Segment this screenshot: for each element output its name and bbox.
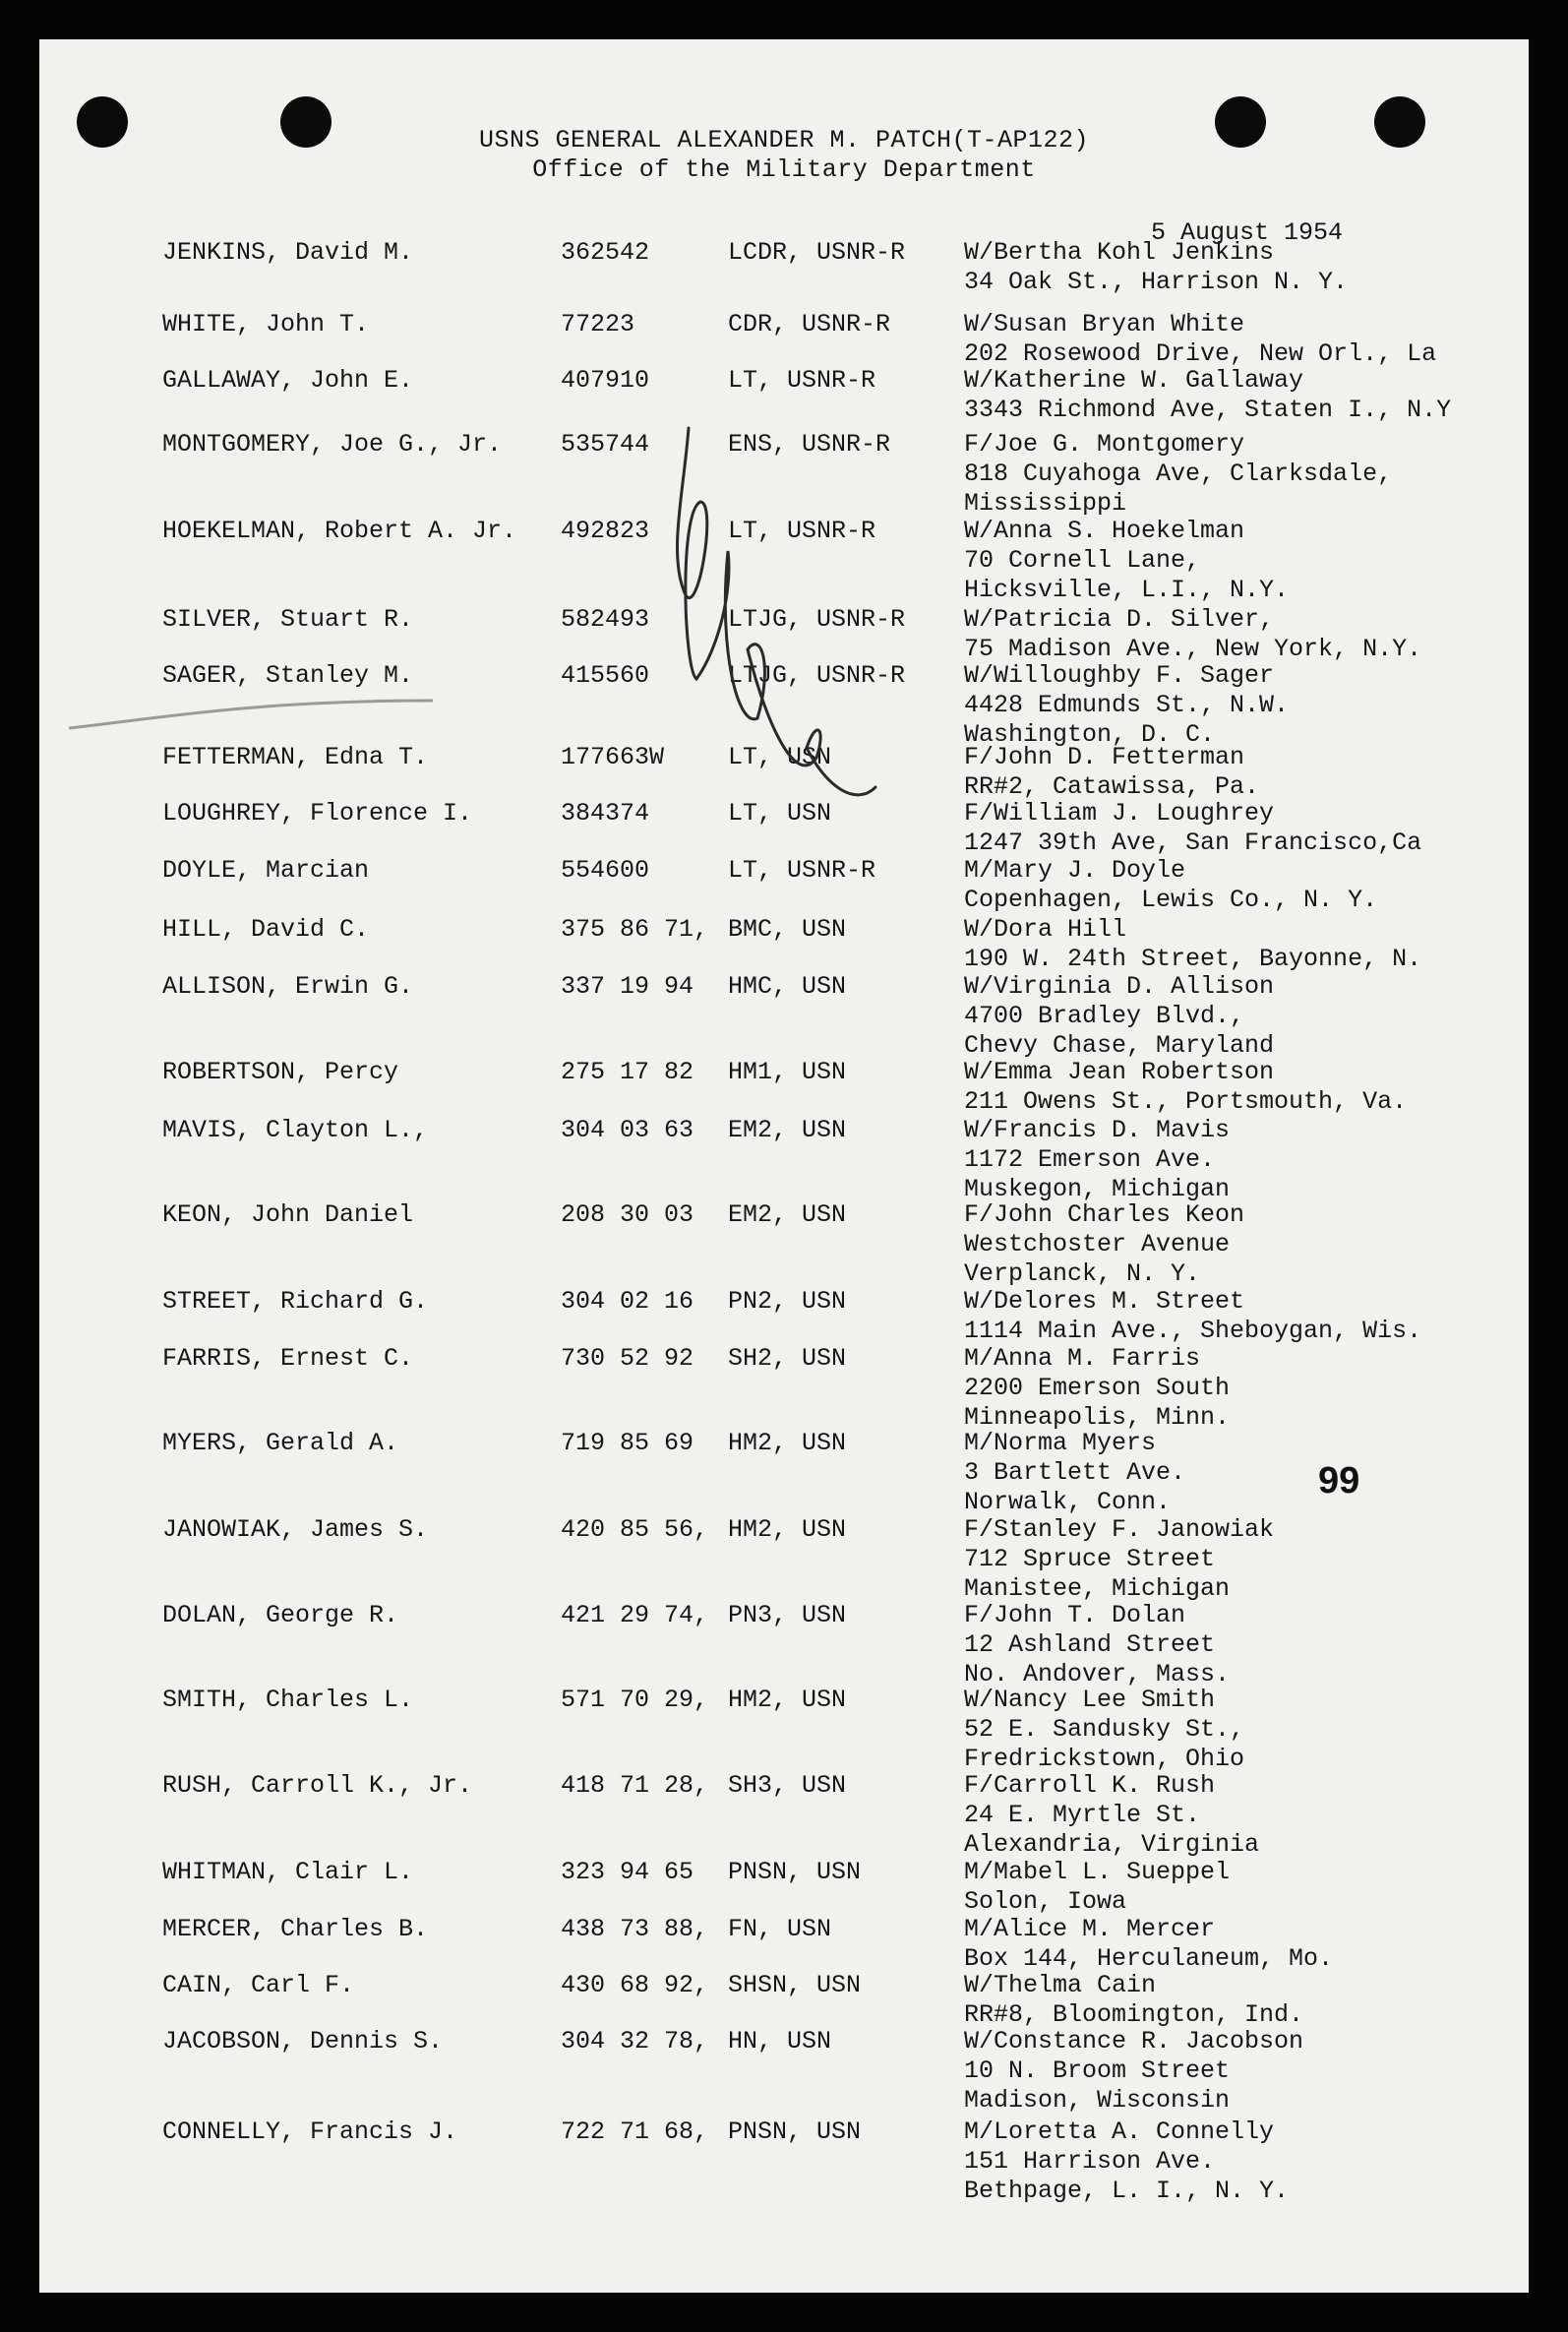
entry-address-line: 1247 39th Ave, San Francisco,Ca	[964, 828, 1422, 857]
entry-rank: HN, USN	[728, 2027, 832, 2056]
entry-next-of-kin: W/Patricia D. Silver,	[964, 605, 1275, 634]
entry-address-line: 151 Harrison Ave.	[964, 2147, 1216, 2176]
entry-name: FARRIS, Ernest C.	[162, 1344, 414, 1373]
entry-name: STREET, Richard G.	[162, 1287, 429, 1316]
entry-next-of-kin: W/Nancy Lee Smith	[964, 1686, 1216, 1714]
entry-service-number: 304 32 78,	[561, 2027, 709, 2056]
entry-service-number: 418 71 28,	[561, 1771, 709, 1800]
entry-name: MONTGOMERY, Joe G., Jr.	[162, 430, 503, 459]
entry-name: WHITE, John T.	[162, 310, 370, 338]
entry-next-of-kin: W/Emma Jean Robertson	[964, 1058, 1275, 1086]
entry-address-line: RR#8, Bloomington, Ind.	[964, 2000, 1304, 2029]
entry-next-of-kin: W/Susan Bryan White	[964, 310, 1245, 338]
entry-service-number: 407910	[561, 366, 650, 395]
entry-address-line: 202 Rosewood Drive, New Orl., La	[964, 339, 1437, 368]
entry-name: WHITMAN, Clair L.	[162, 1858, 414, 1886]
entry-name: SAGER, Stanley M.	[162, 661, 414, 690]
entry-service-number: 208 30 03	[561, 1200, 694, 1229]
entry-name: LOUGHREY, Florence I.	[162, 799, 473, 828]
entry-address-line: 10 N. Broom Street	[964, 2056, 1231, 2085]
entry-service-number: 719 85 69	[561, 1429, 694, 1457]
entry-service-number: 384374	[561, 799, 650, 828]
entry-address-line: 190 W. 24th Street, Bayonne, N.	[964, 945, 1422, 973]
entry-rank: EM2, USN	[728, 1200, 847, 1229]
entry-service-number: 554600	[561, 856, 650, 885]
entry-service-number: 304 03 63	[561, 1116, 694, 1144]
entry-next-of-kin: F/John T. Dolan	[964, 1601, 1186, 1629]
entry-address-line: Manistee, Michigan	[964, 1574, 1231, 1603]
entry-service-number: 492823	[561, 517, 650, 545]
entry-address-line: No. Andover, Mass.	[964, 1660, 1231, 1688]
entry-rank: PN2, USN	[728, 1287, 847, 1316]
entry-address-line: Fredrickstown, Ohio	[964, 1745, 1245, 1773]
page-number: 99	[1318, 1460, 1360, 1502]
entry-service-number: 571 70 29,	[561, 1686, 709, 1714]
entry-rank: PNSN, USN	[728, 2117, 862, 2146]
entry-next-of-kin: W/Katherine W. Gallaway	[964, 366, 1304, 395]
entry-service-number: 722 71 68,	[561, 2117, 709, 2146]
entry-rank: LCDR, USNR-R	[728, 238, 906, 267]
entry-address-line: Verplanck, N. Y.	[964, 1259, 1201, 1288]
entry-address-line: 712 Spruce Street	[964, 1545, 1216, 1573]
entry-name: JENKINS, David M.	[162, 238, 414, 267]
entry-next-of-kin: W/Delores M. Street	[964, 1287, 1245, 1316]
entry-service-number: 582493	[561, 605, 650, 634]
entry-address-line: 4428 Edmunds St., N.W.	[964, 691, 1290, 719]
entry-address-line: 34 Oak St., Harrison N. Y.	[964, 268, 1349, 296]
entry-next-of-kin: W/Anna S. Hoekelman	[964, 517, 1245, 545]
entry-rank: LT, USNR-R	[728, 366, 876, 395]
entry-service-number: 275 17 82	[561, 1058, 694, 1086]
entry-next-of-kin: F/Carroll K. Rush	[964, 1771, 1216, 1800]
entry-next-of-kin: W/Bertha Kohl Jenkins	[964, 238, 1275, 267]
entry-address-line: Minneapolis, Minn.	[964, 1403, 1231, 1432]
entry-rank: LTJG, USNR-R	[728, 661, 906, 690]
entry-next-of-kin: F/Stanley F. Janowiak	[964, 1515, 1275, 1544]
entry-service-number: 438 73 88,	[561, 1915, 709, 1943]
entry-name: DOYLE, Marcian	[162, 856, 370, 885]
entry-address-line: Bethpage, L. I., N. Y.	[964, 2177, 1290, 2205]
entry-address-line: 52 E. Sandusky St.,	[964, 1715, 1245, 1744]
entry-next-of-kin: W/Francis D. Mavis	[964, 1116, 1231, 1144]
entry-address-line: 818 Cuyahoga Ave, Clarksdale,	[964, 460, 1393, 488]
entry-rank: CDR, USNR-R	[728, 310, 891, 338]
entry-address-line: Chevy Chase, Maryland	[964, 1031, 1275, 1060]
entry-address-line: Madison, Wisconsin	[964, 2086, 1231, 2115]
entry-next-of-kin: F/William J. Loughrey	[964, 799, 1275, 828]
entry-rank: HMC, USN	[728, 972, 847, 1001]
entry-rank: LT, USNR-R	[728, 856, 876, 885]
entry-next-of-kin: F/John D. Fetterman	[964, 743, 1245, 771]
entry-address-line: Washington, D. C.	[964, 720, 1216, 749]
entry-rank: HM1, USN	[728, 1058, 847, 1086]
entry-rank: SH3, USN	[728, 1771, 847, 1800]
entry-rank: BMC, USN	[728, 915, 847, 944]
entry-address-line: Box 144, Herculaneum, Mo.	[964, 1944, 1334, 1973]
entry-service-number: 77223	[561, 310, 635, 338]
entry-name: HOEKELMAN, Robert A. Jr.	[162, 517, 517, 545]
entry-service-number: 730 52 92	[561, 1344, 694, 1373]
entry-address-line: 70 Cornell Lane,	[964, 546, 1201, 575]
document-page	[39, 39, 1529, 2293]
entry-rank: EM2, USN	[728, 1116, 847, 1144]
entry-rank: PNSN, USN	[728, 1858, 862, 1886]
entry-next-of-kin: M/Anna M. Farris	[964, 1344, 1201, 1373]
handwritten-signature	[39, 39, 1529, 2293]
entry-address-line: Alexandria, Virginia	[964, 1830, 1260, 1859]
entry-service-number: 323 94 65	[561, 1858, 694, 1886]
entry-address-line: 1114 Main Ave., Sheboygan, Wis.	[964, 1317, 1422, 1345]
entry-address-line: Norwalk, Conn.	[964, 1488, 1172, 1516]
entry-address-line: RR#2, Catawissa, Pa.	[964, 772, 1260, 801]
entry-name: MAVIS, Clayton L.,	[162, 1116, 429, 1144]
entry-rank: LT, USN	[728, 799, 832, 828]
entry-next-of-kin: F/Joe G. Montgomery	[964, 430, 1245, 459]
entry-next-of-kin: M/Loretta A. Connelly	[964, 2117, 1275, 2146]
entry-next-of-kin: M/Norma Myers	[964, 1429, 1157, 1457]
entry-next-of-kin: M/Mary J. Doyle	[964, 856, 1186, 885]
entry-rank: FN, USN	[728, 1915, 832, 1943]
entry-name: ALLISON, Erwin G.	[162, 972, 414, 1001]
entry-address-line: 12 Ashland Street	[964, 1630, 1216, 1659]
entry-service-number: 430 68 92,	[561, 1971, 709, 1999]
entry-name: DOLAN, George R.	[162, 1601, 399, 1629]
entry-name: GALLAWAY, John E.	[162, 366, 414, 395]
entry-next-of-kin: W/Willoughby F. Sager	[964, 661, 1275, 690]
entry-rank: ENS, USNR-R	[728, 430, 891, 459]
entry-address-line: Mississippi	[964, 489, 1127, 518]
entry-next-of-kin: F/John Charles Keon	[964, 1200, 1245, 1229]
entry-rank: SHSN, USN	[728, 1971, 862, 1999]
entry-name: MYERS, Gerald A.	[162, 1429, 399, 1457]
entry-address-line: 1172 Emerson Ave.	[964, 1145, 1216, 1174]
entry-name: HILL, David C.	[162, 915, 370, 944]
entry-name: SMITH, Charles L.	[162, 1686, 414, 1714]
entry-name: FETTERMAN, Edna T.	[162, 743, 429, 771]
entry-next-of-kin: W/Constance R. Jacobson	[964, 2027, 1304, 2056]
entry-service-number: 362542	[561, 238, 650, 267]
entry-service-number: 375 86 71,	[561, 915, 709, 944]
entry-rank: SH2, USN	[728, 1344, 847, 1373]
office-title: Office of the Military Department	[532, 155, 1036, 184]
entry-service-number: 337 19 94	[561, 972, 694, 1001]
entry-address-line: 4700 Bradley Blvd.,	[964, 1002, 1245, 1030]
entry-rank: HM2, USN	[728, 1686, 847, 1714]
entry-address-line: 24 E. Myrtle St.	[964, 1801, 1201, 1829]
entry-service-number: 420 85 56,	[561, 1515, 709, 1544]
entry-address-line: Hicksville, L.I., N.Y.	[964, 576, 1290, 604]
entry-rank: LT, USN	[728, 743, 832, 771]
entry-address-line: Westchoster Avenue	[964, 1230, 1231, 1258]
entry-rank: LTJG, USNR-R	[728, 605, 906, 634]
entry-address-line: Copenhagen, Lewis Co., N. Y.	[964, 886, 1378, 914]
entry-name: JACOBSON, Dennis S.	[162, 2027, 444, 2056]
entry-next-of-kin: W/Virginia D. Allison	[964, 972, 1275, 1001]
entry-address-line: 211 Owens St., Portsmouth, Va.	[964, 1087, 1408, 1116]
entry-name: CONNELLY, Francis J.	[162, 2117, 458, 2146]
entry-address-line: 75 Madison Ave., New York, N.Y.	[964, 635, 1422, 663]
entry-rank: LT, USNR-R	[728, 517, 876, 545]
ship-title: USNS GENERAL ALEXANDER M. PATCH(T-AP122)	[478, 126, 1090, 154]
entry-name: MERCER, Charles B.	[162, 1915, 429, 1943]
entry-next-of-kin: W/Dora Hill	[964, 915, 1127, 944]
entry-next-of-kin: W/Thelma Cain	[964, 1971, 1157, 1999]
entry-service-number: 421 29 74,	[561, 1601, 709, 1629]
entry-rank: PN3, USN	[728, 1601, 847, 1629]
entry-name: ROBERTSON, Percy	[162, 1058, 399, 1086]
entry-service-number: 177663W	[561, 743, 665, 771]
entry-rank: HM2, USN	[728, 1429, 847, 1457]
entry-address-line: 3 Bartlett Ave.	[964, 1458, 1186, 1487]
entry-service-number: 304 02 16	[561, 1287, 694, 1316]
entry-name: CAIN, Carl F.	[162, 1971, 355, 1999]
entry-address-line: Solon, Iowa	[964, 1887, 1127, 1916]
entry-address-line: Muskegon, Michigan	[964, 1175, 1231, 1203]
entry-name: RUSH, Carroll K., Jr.	[162, 1771, 473, 1800]
entry-next-of-kin: M/Mabel L. Sueppel	[964, 1858, 1231, 1886]
entry-next-of-kin: M/Alice M. Mercer	[964, 1915, 1216, 1943]
entry-service-number: 535744	[561, 430, 650, 459]
document-date: 5 August 1954	[1151, 218, 1344, 247]
entry-name: SILVER, Stuart R.	[162, 605, 414, 634]
entry-rank: HM2, USN	[728, 1515, 847, 1544]
entry-address-line: 2200 Emerson South	[964, 1374, 1231, 1402]
entry-name: KEON, John Daniel	[162, 1200, 414, 1229]
entry-name: JANOWIAK, James S.	[162, 1515, 429, 1544]
entry-service-number: 415560	[561, 661, 650, 690]
entry-address-line: 3343 Richmond Ave, Staten I., N.Y	[964, 396, 1452, 424]
